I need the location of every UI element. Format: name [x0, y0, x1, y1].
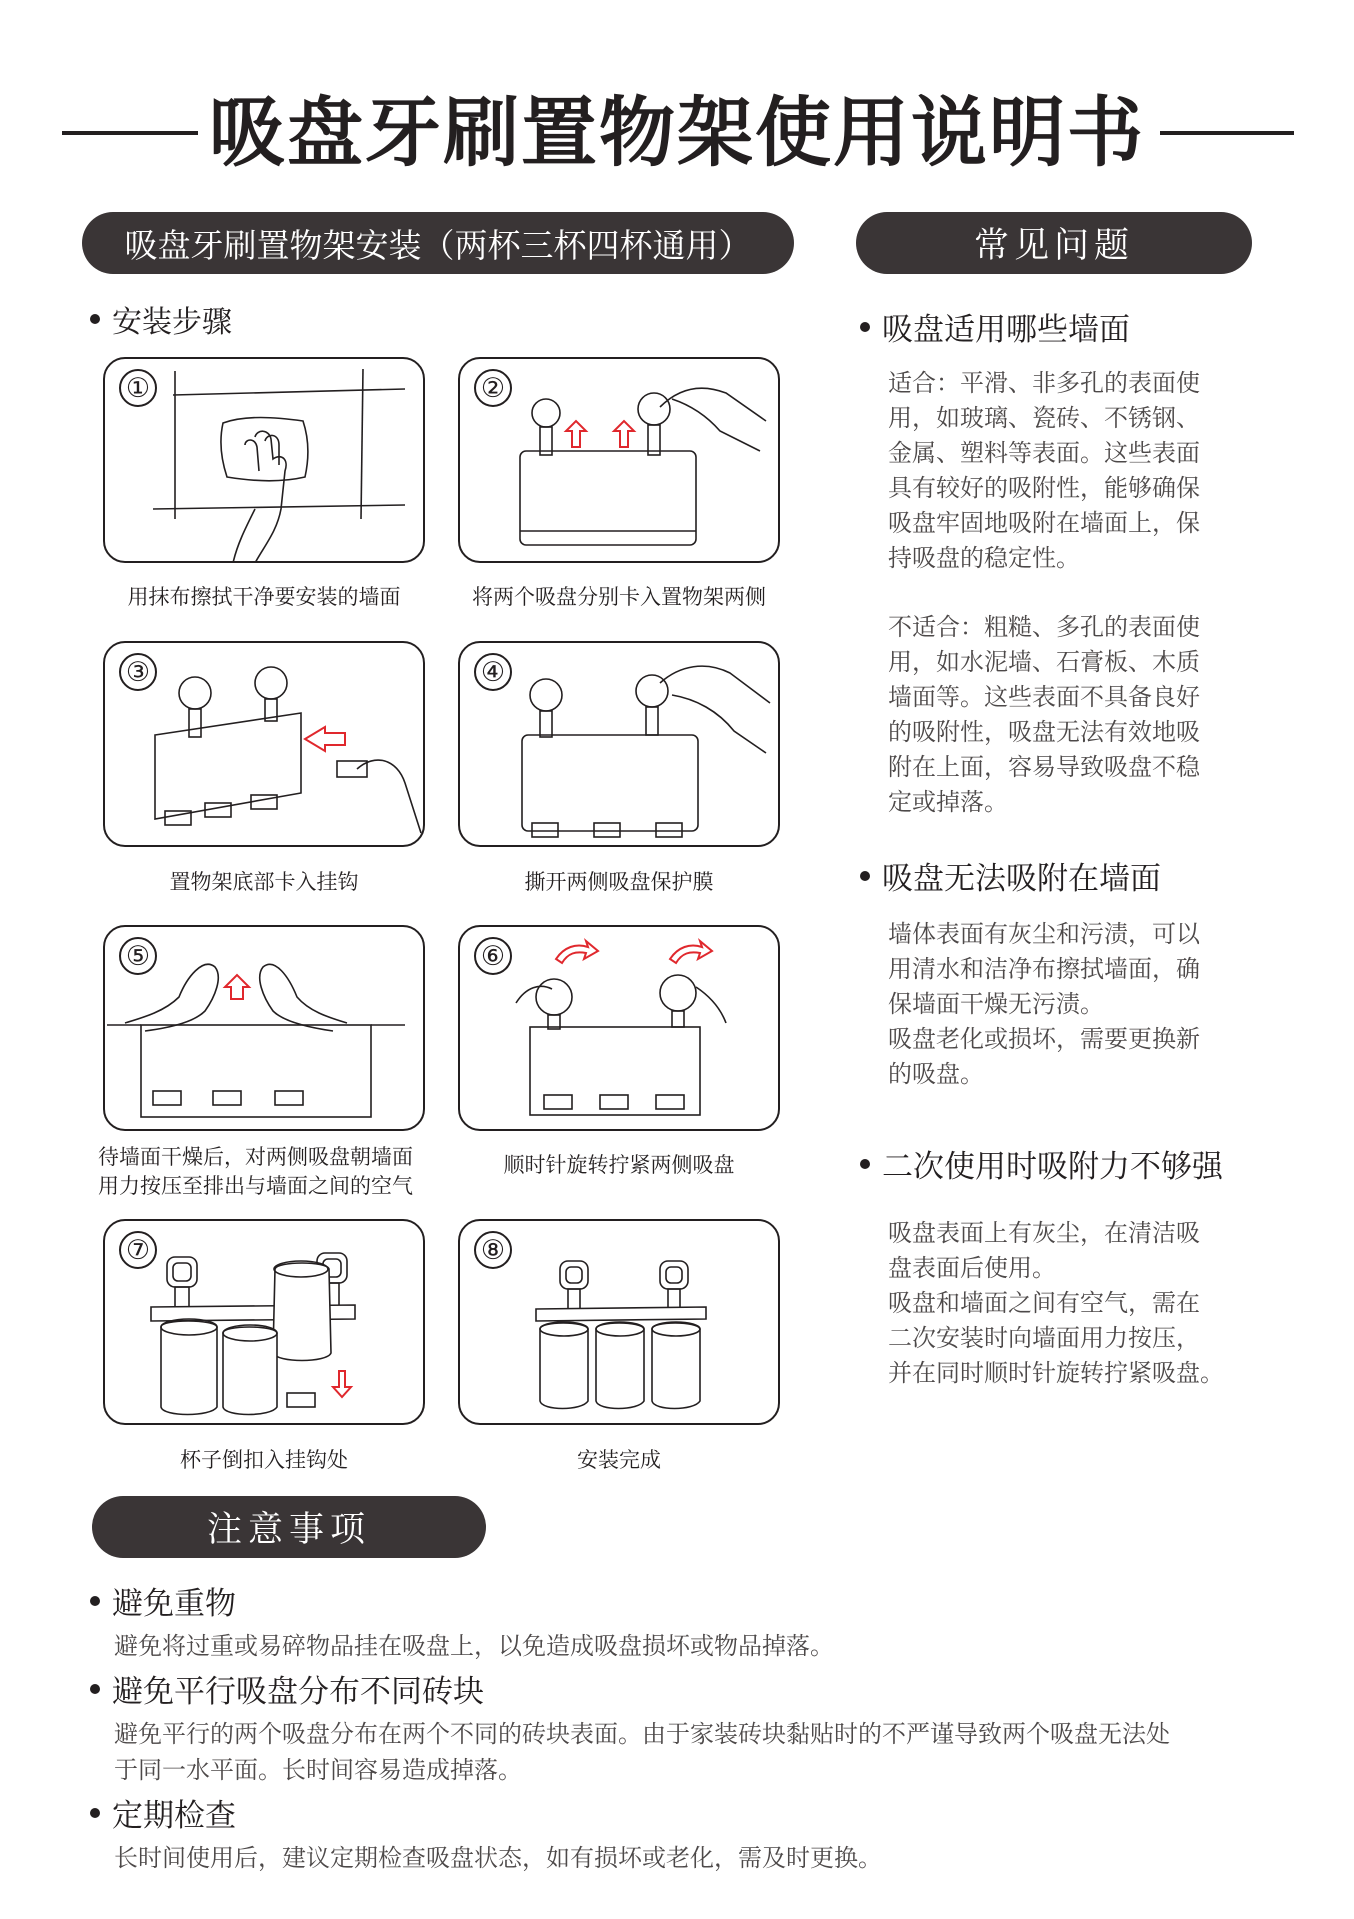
- step-panel-3: [103, 641, 425, 847]
- note-title-3: [90, 1790, 236, 1835]
- step-number: ②: [474, 369, 512, 407]
- step-caption-5-line: 待墙面干燥后，对两侧吸盘朝墙面: [98, 1145, 413, 1169]
- faq-answer-line: 的吸附性，吸盘无法有效地吸: [888, 718, 1200, 746]
- faq-answer-line: 墙体表面有灰尘和污渍，可以: [888, 920, 1200, 948]
- faq-answer-line: 不适合：粗糙、多孔的表面使: [888, 613, 1200, 641]
- faq-answer-line: 吸盘表面上有灰尘，在清洁吸: [888, 1219, 1200, 1247]
- note-body-line: 避免平行的两个吸盘分布在两个不同的砖块表面。由于家装砖块黏贴时的不严谨导致两个吸盘无法处: [114, 1720, 1170, 1748]
- note-title-text: 定期检查: [112, 1798, 236, 1834]
- step-number: ⑥: [474, 937, 512, 975]
- steps-label-text: 安装步骤: [112, 305, 232, 340]
- step-number: ③: [119, 653, 157, 691]
- faq-section-header: [856, 212, 1252, 274]
- step-caption-4: 撕开两侧吸盘保护膜: [524, 870, 714, 894]
- step-caption-2: 将两个吸盘分别卡入置物架两侧: [472, 585, 766, 609]
- faq-answer-line: 用清水和洁净布擦拭墙面，确: [888, 955, 1200, 983]
- faq-answer-2: [888, 917, 1200, 1092]
- faq-question-2: [860, 853, 1161, 898]
- faq-answer-line: 的吸盘。: [888, 1060, 984, 1088]
- bullet-dot: [860, 1159, 870, 1169]
- note-title-text: 避免平行吸盘分布不同砖块: [112, 1674, 484, 1710]
- step-panel-4: [458, 641, 780, 847]
- faq-answer-line: 金属、塑料等表面。这些表面: [888, 439, 1200, 467]
- step-caption-5: [98, 1143, 413, 1201]
- faq-question-text: 吸盘无法吸附在墙面: [882, 861, 1161, 897]
- faq-answer-line: 吸盘和墙面之间有空气，需在: [888, 1289, 1200, 1317]
- faq-answer-line: 适合：平滑、非多孔的表面使: [888, 369, 1200, 397]
- faq-question-1: [860, 304, 1130, 349]
- bullet-dot: [90, 1684, 100, 1694]
- note-title-2: [90, 1666, 484, 1711]
- faq-answer-line: 用，如水泥墙、石膏板、木质: [888, 648, 1200, 676]
- bullet-dot: [90, 1596, 100, 1606]
- faq-question-text: 吸盘适用哪些墙面: [882, 312, 1130, 348]
- note-body-3: [114, 1840, 882, 1876]
- step-panel-8: [458, 1219, 780, 1425]
- steps-label: [90, 297, 232, 341]
- page-title: 吸盘牙刷置物架使用说明书: [209, 88, 1145, 177]
- step-caption-7: 杯子倒扣入挂钩处: [180, 1448, 348, 1472]
- faq-answer-line: 保墙面干燥无污渍。: [888, 990, 1104, 1018]
- faq-answer-1a: [888, 366, 1200, 576]
- step-panel-7: [103, 1219, 425, 1425]
- note-body-line: 于同一水平面。长时间容易造成掉落。: [114, 1756, 522, 1784]
- step-panel-5: [103, 925, 425, 1131]
- step-number: ①: [119, 369, 157, 407]
- step-caption-3: 置物架底部卡入挂钩: [169, 870, 359, 894]
- faq-answer-line: 附在上面，容易导致吸盘不稳: [888, 753, 1200, 781]
- step-caption-1: 用抹布擦拭干净要安装的墙面: [127, 585, 401, 609]
- bullet-dot: [860, 322, 870, 332]
- faq-answer-line: 用，如玻璃、瓷砖、不锈钢、: [888, 404, 1200, 432]
- install-section-header: [82, 212, 794, 274]
- faq-question-3: [860, 1141, 1223, 1186]
- bullet-dot: [860, 871, 870, 881]
- faq-answer-line: 二次安装时向墙面用力按压，: [888, 1324, 1200, 1352]
- bullet-dot: [90, 1808, 100, 1818]
- faq-answer-line: 盘表面后使用。: [888, 1254, 1056, 1282]
- title-rule-right: [1160, 131, 1294, 135]
- step-number: ④: [474, 653, 512, 691]
- faq-answer-line: 并在同时顺时针旋转拧紧吸盘。: [888, 1359, 1224, 1387]
- faq-answer-3: [888, 1216, 1224, 1391]
- faq-answer-line: 墙面等。这些表面不具备良好: [888, 683, 1200, 711]
- step-panel-1: [103, 357, 425, 563]
- faq-answer-line: 持吸盘的稳定性。: [888, 544, 1080, 572]
- faq-header-text: 常见问题: [973, 226, 1134, 266]
- faq-answer-line: 吸盘老化或损坏，需要更换新: [888, 1025, 1200, 1053]
- note-body-2: [114, 1716, 1170, 1788]
- bullet-dot: [90, 314, 100, 324]
- note-body-line: 长时间使用后，建议定期检查吸盘状态，如有损坏或老化，需及时更换。: [114, 1844, 882, 1872]
- step-caption-6: 顺时针旋转拧紧两侧吸盘: [503, 1153, 735, 1177]
- faq-answer-line: 定或掉落。: [888, 788, 1008, 816]
- install-header-text: 吸盘牙刷置物架安装（两杯三杯四杯通用）: [124, 225, 752, 265]
- note-title-1: [90, 1578, 236, 1623]
- step-caption-5-line: 用力按压至排出与墙面之间的空气: [98, 1174, 413, 1198]
- faq-answer-line: 具有较好的吸附性，能够确保: [888, 474, 1200, 502]
- step-panel-2: [458, 357, 780, 563]
- faq-answer-line: 吸盘牢固地吸附在墙面上，保: [888, 509, 1200, 537]
- step-panel-6: [458, 925, 780, 1131]
- note-body-1: [114, 1628, 834, 1664]
- step-number: ⑦: [119, 1231, 157, 1269]
- notes-section-header: [92, 1496, 486, 1558]
- note-body-line: 避免将过重或易碎物品挂在吸盘上，以免造成吸盘损坏或物品掉落。: [114, 1632, 834, 1660]
- faq-question-text: 二次使用时吸附力不够强: [882, 1149, 1223, 1185]
- notes-header-text: 注意事项: [206, 1510, 371, 1550]
- step-caption-8: 安装完成: [577, 1448, 661, 1472]
- step-number: ⑧: [474, 1231, 512, 1269]
- step-number: ⑤: [119, 937, 157, 975]
- faq-answer-1b: [888, 610, 1200, 820]
- note-title-text: 避免重物: [112, 1586, 236, 1622]
